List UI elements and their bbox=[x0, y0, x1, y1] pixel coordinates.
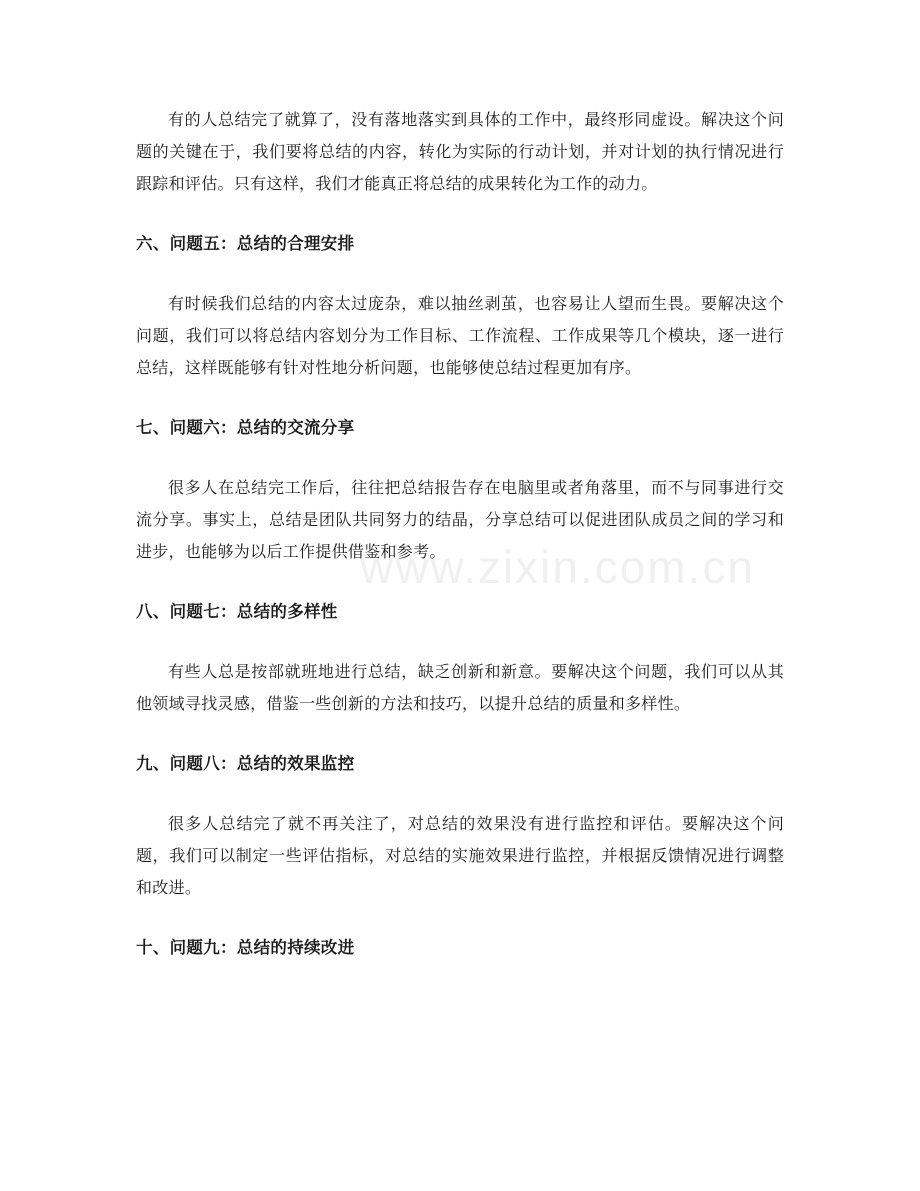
paragraph-section-8: 有些人总是按部就班地进行总结，缺乏创新和新意。要解决这个问题，我们可以从其他领域寻找灵感，借鉴一些创新的方法和技巧，以提升总结的质量和多样性。 bbox=[136, 662, 784, 713]
section-heading-8: 八、问题七：总结的多样性 bbox=[136, 602, 338, 621]
paragraph-section-9: 很多人总结完了就不再关注了，对总结的效果没有进行监控和评估。要解决这个问题，我们可以制定一些评估指标，对总结的实施效果进行监控，并根据反馈情况进行调整和改进。 bbox=[136, 814, 784, 897]
paragraph-section-6: 有时候我们总结的内容太过庞杂，难以抽丝剥茧，也容易让人望而生畏。要解决这个问题，我们可以将总结内容划分为工作目标、工作流程、工作成果等几个模块，逐一进行总结，这样既能够有针对性地分析问题，也能够使总结过程更加有序。 bbox=[136, 294, 784, 377]
section-heading-7: 七、问题六：总结的交流分享 bbox=[136, 418, 355, 437]
watermark-text: www.zixin.com.cn bbox=[360, 541, 755, 593]
section-heading-6: 六、问题五：总结的合理安排 bbox=[136, 234, 355, 253]
paragraph-section-7: 很多人在总结完工作后，往往把总结报告存在电脑里或者角落里，而不与同事进行交流分享。事实上，总结是团队共同努力的结晶，分享总结可以促进团队成员之间的学习和进步，也能够为以后工作提供借鉴和参考。 bbox=[136, 478, 784, 561]
section-heading-9: 九、问题八：总结的效果监控 bbox=[136, 754, 355, 773]
document-body bbox=[136, 104, 784, 992]
paragraph-intro: 有的人总结完了就算了，没有落地落实到具体的工作中，最终形同虚设。解决这个问题的关键在于，我们要将总结的内容，转化为实际的行动计划，并对计划的执行情况进行跟踪和评估。只有这样，我们才能真正将总结的成果转化为工作的动力。 bbox=[136, 110, 784, 193]
section-heading-10: 十、问题九：总结的持续改进 bbox=[136, 938, 355, 957]
